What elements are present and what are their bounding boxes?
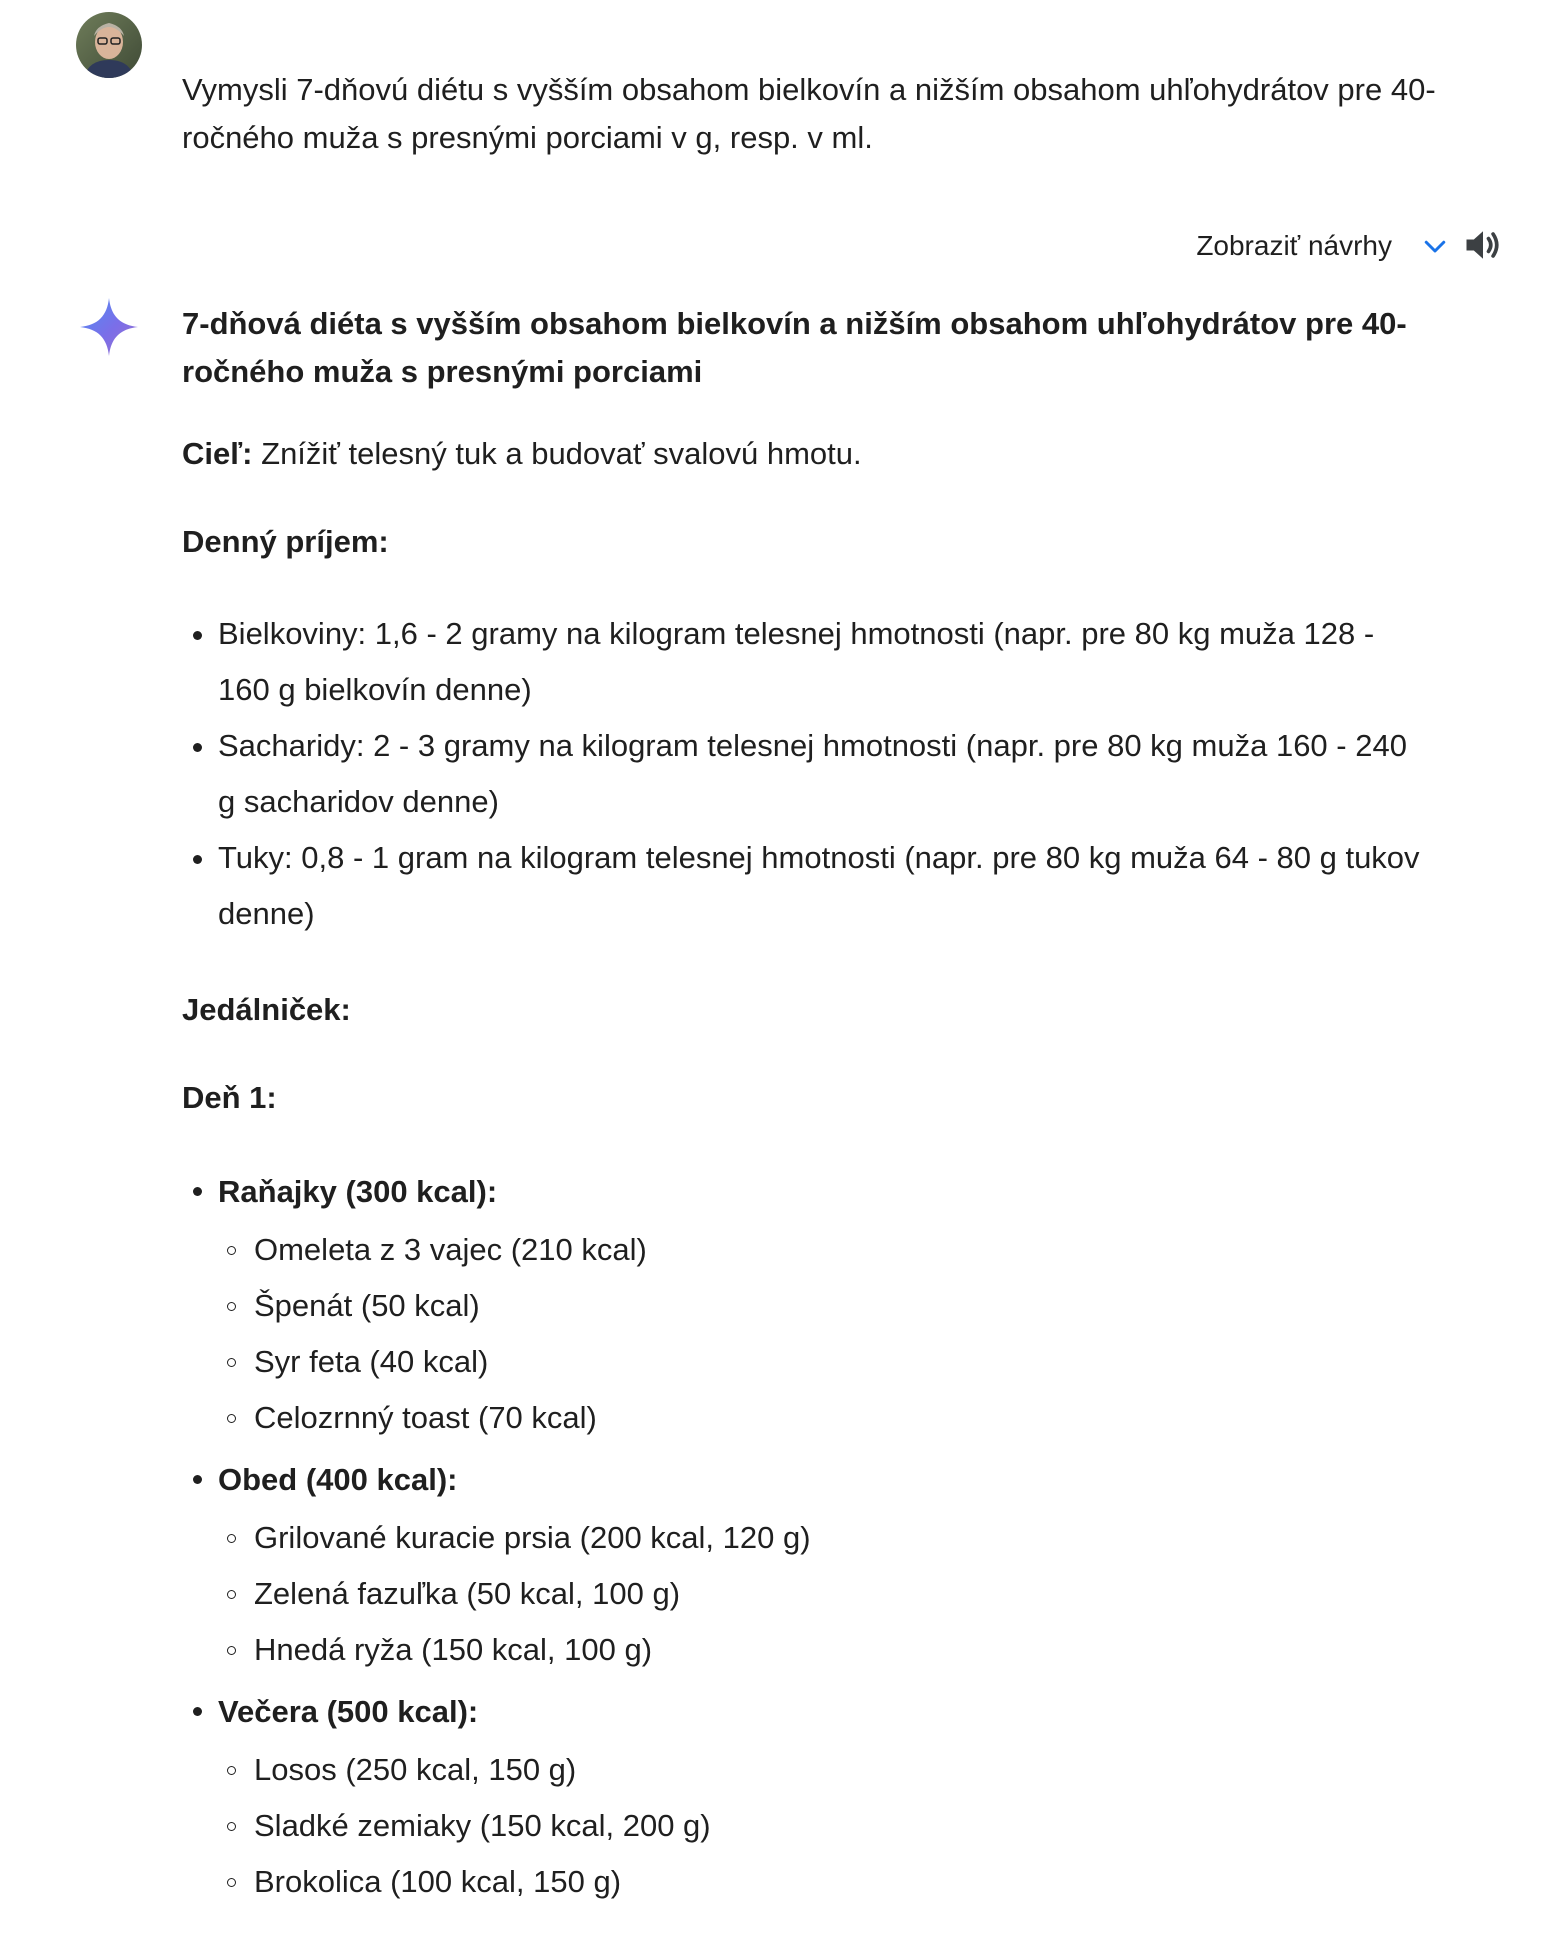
meal-title: Raňajky (300 kcal): <box>218 1174 498 1209</box>
goal-text: Znížiť telesný tuk a budovať svalovú hmotu. <box>252 436 862 471</box>
list-item: Zelená fazuľka (50 kcal, 100 g) <box>218 1566 1422 1622</box>
list-item: Syr feta (40 kcal) <box>218 1334 1422 1390</box>
list-item: Bielkoviny: 1,6 - 2 gramy na kilogram telesnej hmotnosti (napr. pre 80 kg muža 128 - 160 g bielkovín denne) <box>182 606 1422 718</box>
meal-title: Obed (400 kcal): <box>218 1462 458 1497</box>
meal-lunch <box>182 1450 1422 1678</box>
meal-breakfast <box>182 1162 1422 1446</box>
user-avatar[interactable] <box>76 12 142 78</box>
gemini-sparkle-icon <box>76 294 142 360</box>
meal-list <box>182 1162 1422 1910</box>
chevron-down-icon <box>1420 231 1450 261</box>
read-aloud-button[interactable] <box>1460 224 1506 270</box>
meal-items <box>218 1222 1422 1446</box>
speaker-icon <box>1461 223 1505 272</box>
list-item: Sladké zemiaky (150 kcal, 200 g) <box>218 1798 1422 1854</box>
user-prompt: Vymysli 7-dňovú diétu s vyšším obsahom bielkovín a nižším obsahom uhľohydrátov pre 40-ročného muža s presnými porciami v g, resp. v ml. <box>182 72 1436 155</box>
show-drafts-button[interactable] <box>1196 222 1450 270</box>
intake-list <box>182 606 1422 942</box>
menu-heading: Jedálniček: <box>182 992 351 1027</box>
list-item: Celozrnný toast (70 kcal) <box>218 1390 1422 1446</box>
list-item: Grilované kuracie prsia (200 kcal, 120 g) <box>218 1510 1422 1566</box>
day-heading: Deň 1: <box>182 1080 277 1115</box>
meal-items <box>218 1742 1422 1910</box>
intake-heading: Denný príjem: <box>182 524 389 559</box>
show-drafts-label: Zobraziť návrhy <box>1196 230 1392 261</box>
response-title: 7-dňová diéta s vyšším obsahom bielkovín a nižším obsahom uhľohydrátov pre 40-ročného muža s presnými porciami <box>182 306 1407 389</box>
meal-title: Večera (500 kcal): <box>218 1694 479 1729</box>
list-item: Losos (250 kcal, 150 g) <box>218 1742 1422 1798</box>
list-item: Hnedá ryža (150 kcal, 100 g) <box>218 1622 1422 1678</box>
meal-dinner <box>182 1682 1422 1910</box>
list-item: Brokolica (100 kcal, 150 g) <box>218 1854 1422 1910</box>
goal-paragraph <box>182 430 1422 478</box>
assistant-response <box>182 300 1422 1914</box>
list-item: Omeleta z 3 vajec (210 kcal) <box>218 1222 1422 1278</box>
list-item: Špenát (50 kcal) <box>218 1278 1422 1334</box>
meal-items <box>218 1510 1422 1678</box>
goal-label: Cieľ: <box>182 436 253 471</box>
list-item: Tuky: 0,8 - 1 gram na kilogram telesnej hmotnosti (napr. pre 80 kg muža 64 - 80 g tukov denne) <box>182 830 1422 942</box>
list-item: Sacharidy: 2 - 3 gramy na kilogram telesnej hmotnosti (napr. pre 80 kg muža 160 - 240 g sacharidov denne) <box>182 718 1422 830</box>
